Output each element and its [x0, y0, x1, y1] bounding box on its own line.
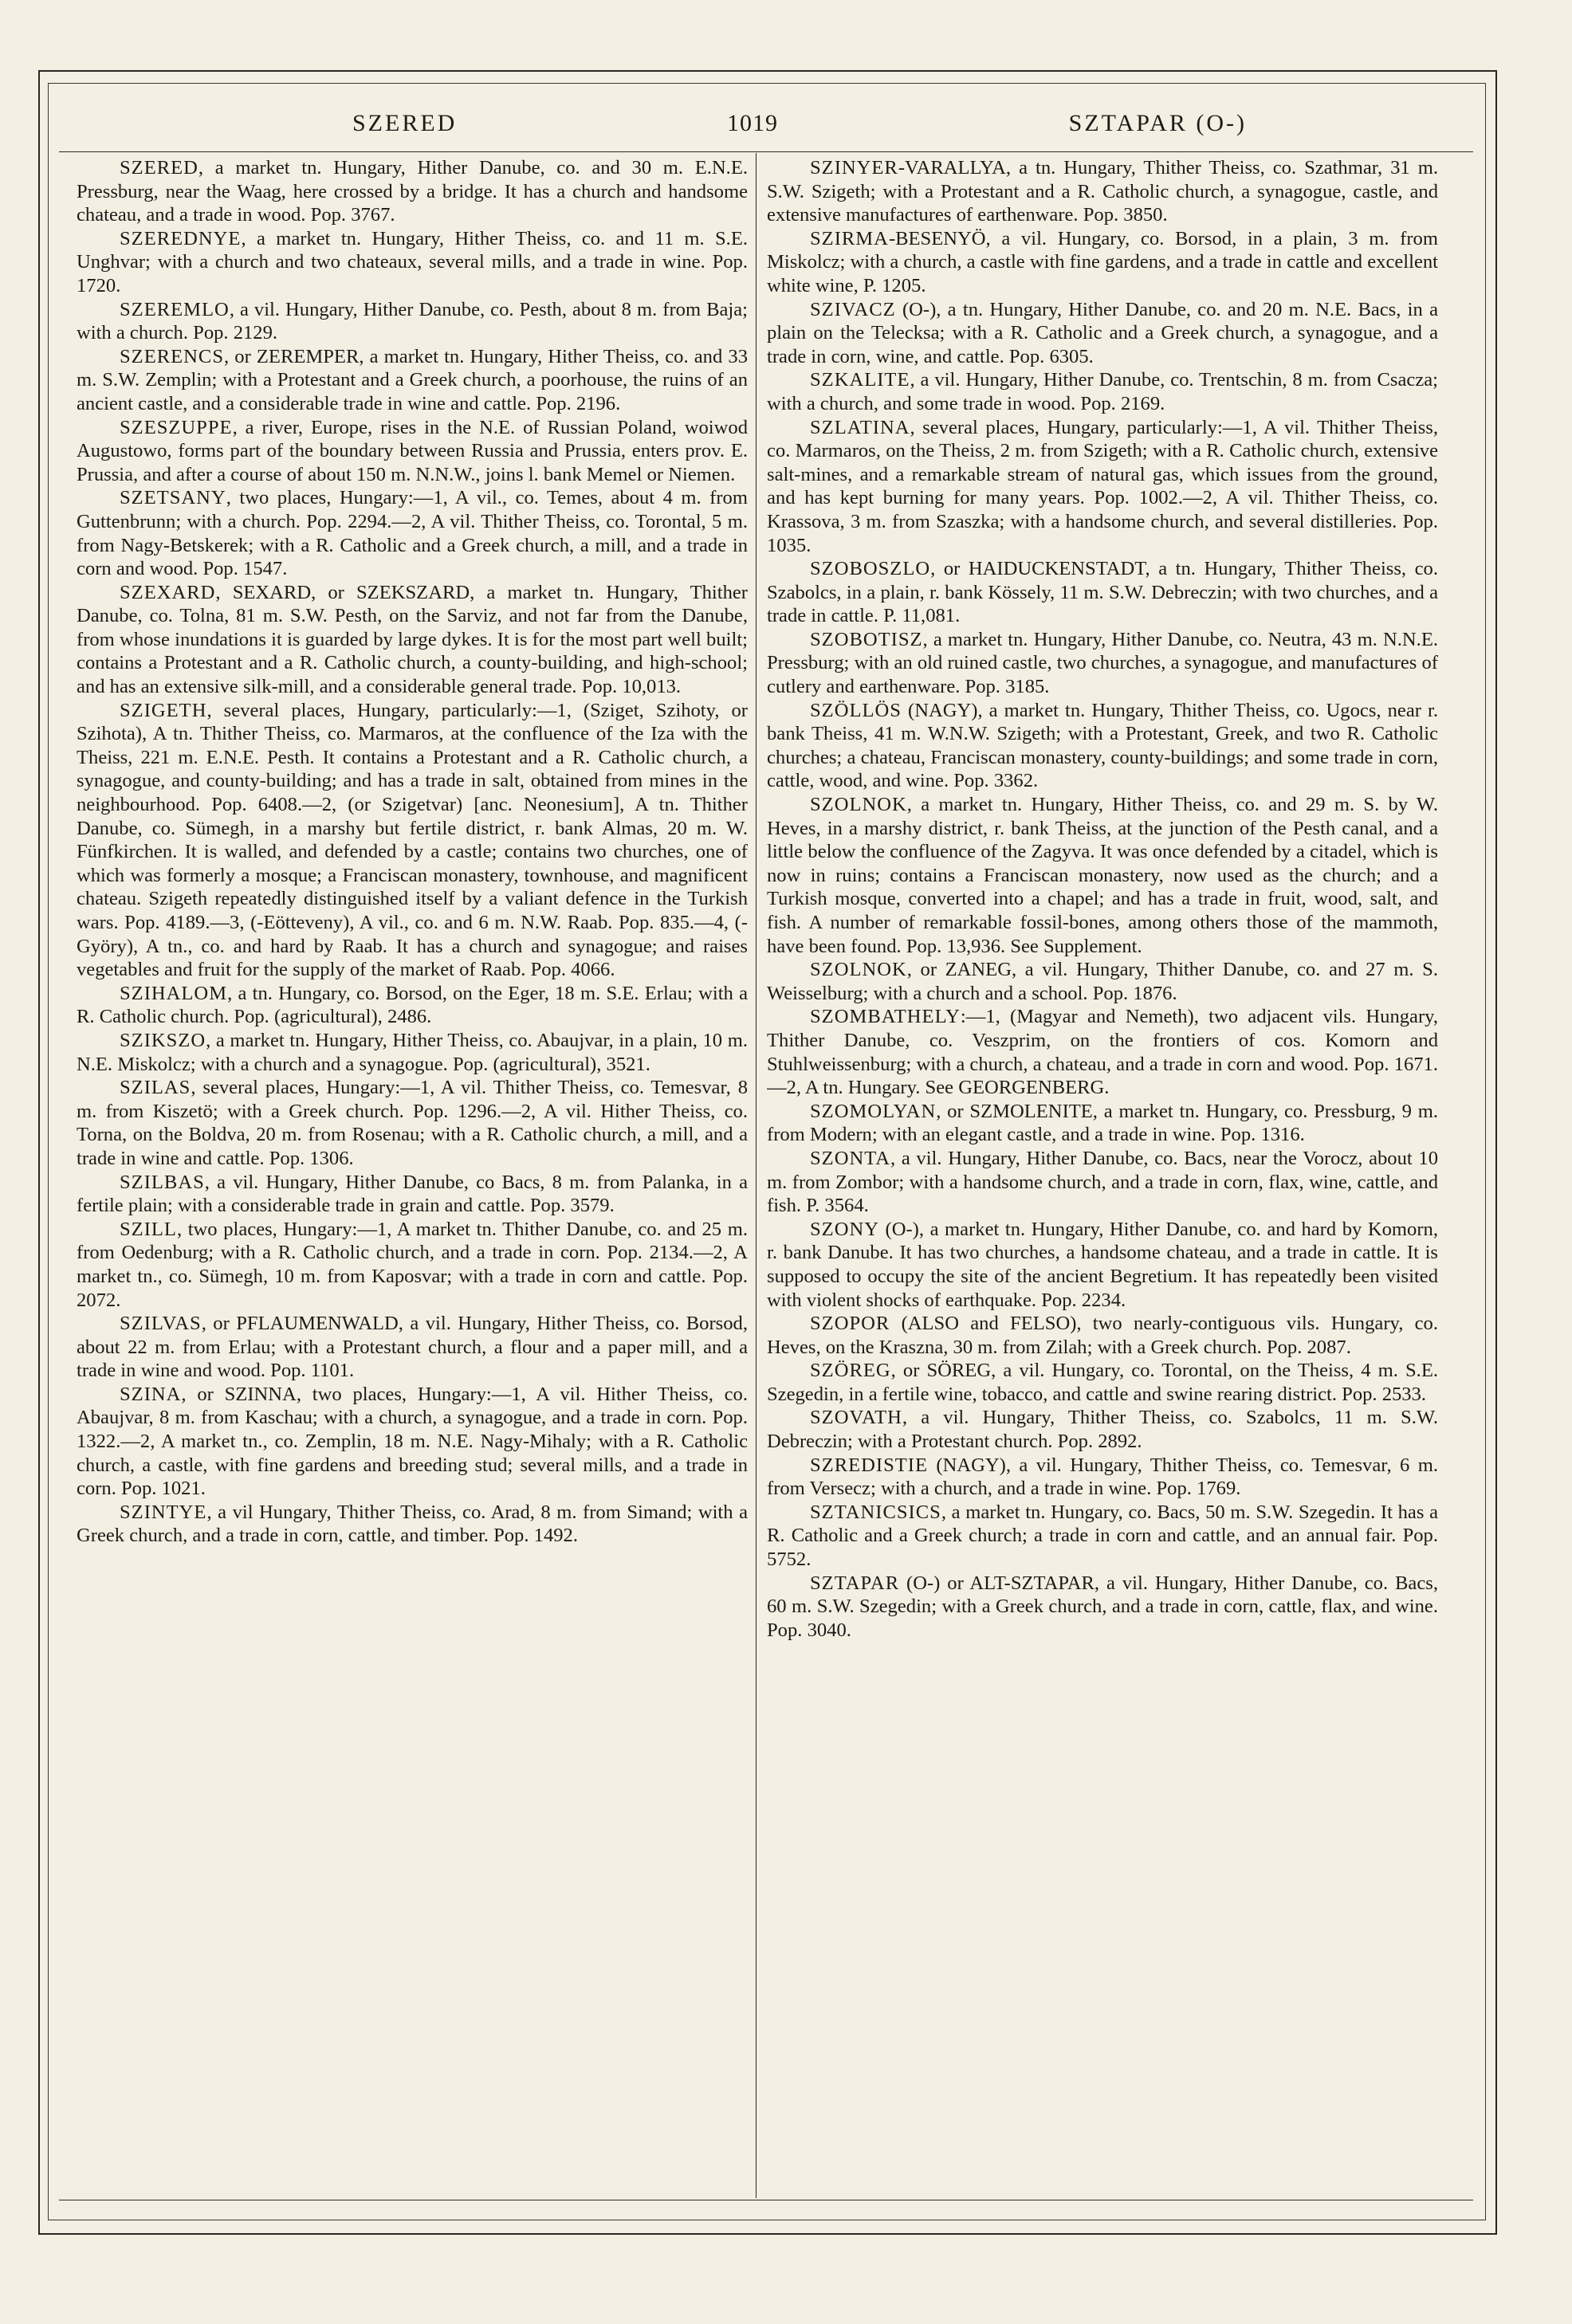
entry-text: (NAGY), a vil. Hungary, Thither Theiss, co. Temesvar, 6 m. from Versecz; with a church, and a trade in wine. Pop. 1769.	[767, 1454, 1438, 1500]
entry-headword: SZOLNOK	[810, 794, 907, 816]
entry-text: , or PFLAUMENWALD, a vil. Hungary, Hither Theiss, co. Borsod, about 22 m. from Erlau; with a Protestant church, a flour and a paper mill, and a trade in wine and wood. Pop. 1101.	[77, 1313, 748, 1382]
entry-text: , SEXARD, or SZEKSZARD, a market tn. Hungary, Thither Danube, co. Tolna, 81 m. S.W. Pesth, on the Sarviz, and not far from the Danube, from whose inundations it is guarded by large dykes. It is for the most part well built; contains a Protestant and a R. Catholic church, a county-building, and high-school; and has an extensive silk-mill, and a considerable general trade. Pop. 10,013.	[77, 581, 748, 698]
gazetteer-entry	[767, 1218, 1438, 1312]
entry-headword: SZOMBATHELY	[810, 1006, 961, 1028]
gazetteer-entry	[77, 156, 748, 227]
entry-headword: SZTAPAR	[810, 1572, 900, 1594]
entry-text: , a vil Hungary, Thither Theiss, co. Arad, 8 m. from Simand; with a Greek church, and a trade in corn, cattle, and timber. Pop. 1492.	[77, 1501, 748, 1547]
entry-text: , a market tn. Hungary, co. Bacs, 50 m. S.W. Szegedin. It has a R. Catholic and a Greek church; a trade in corn and cattle, and an annual fair. Pop. 5752.	[767, 1501, 1438, 1571]
gazetteer-entry	[767, 958, 1438, 1005]
entry-text: :—1, (Magyar and Nemeth), two adjacent vils. Hungary, Thither Danube, co. Veszprim, on the frontiers of cos. Komorn and Stuhlweissenburg; with a church, a chateau, and a trade in corn and wood. Pop. 1671.—2, A tn. Hungary. See GEORGENBERG.	[767, 1006, 1438, 1099]
column-divider	[756, 153, 757, 2198]
entry-text: (ALSO and FELSO), two nearly-contiguous vils. Hungary, co. Heves, on the Kraszna, 30 m. from Zilah; with a Greek church. Pop. 2087.	[767, 1313, 1438, 1358]
entry-headword: SZEREDNYE	[120, 227, 242, 249]
gazetteer-entry	[767, 227, 1438, 298]
entry-headword: SZONY	[810, 1218, 879, 1240]
entry-headword: SZIRMA	[810, 227, 889, 249]
gazetteer-entry	[767, 557, 1438, 628]
entry-text: (O-), a market tn. Hungary, Hither Danube, co. and hard by Komorn, r. bank Danube. It has two churches, a handsome chateau, and a trade in cattle. It is supposed to occupy the site of the ancient Begretium. It has repeatedly been visited with violent shocks of earthquake. Pop. 2234.	[767, 1218, 1438, 1311]
gazetteer-entry	[767, 416, 1438, 558]
entry-text: , or ZEREMPER, a market tn. Hungary, Hither Theiss, co. and 33 m. S.W. Zemplin; with a Protestant and a Greek church, a poorhouse, the ruins of an ancient castle, and a considerable trade in wine and cattle. Pop. 2196.	[77, 345, 748, 414]
entry-headword: SZONTA	[810, 1147, 891, 1169]
gazetteer-entry	[767, 298, 1438, 369]
gazetteer-entry	[77, 1218, 748, 1312]
entry-headword: SZILAS	[120, 1077, 191, 1099]
entry-headword: SZIGETH	[120, 699, 207, 721]
entry-headword: SZEREMLO	[120, 298, 230, 320]
entry-headword: SZLATINA	[810, 416, 910, 438]
entry-headword: SZINA	[120, 1383, 182, 1405]
entry-headword: SZEXARD	[120, 581, 216, 603]
entry-headword: SZESZUPPE	[120, 416, 233, 438]
gazetteer-entry	[767, 699, 1438, 793]
gazetteer-entry	[77, 699, 748, 982]
entry-headword: SZERED	[120, 157, 198, 179]
gazetteer-entry	[77, 1076, 748, 1170]
entry-text: -VARALLYA, a tn. Hungary, Thither Theiss, co. Szathmar, 31 m. S.W. Szigeth; with a Protestant and a R. Catholic church, a synagogue, castle, and extensive manufactures of earthenware. Pop. 3850.	[767, 157, 1438, 226]
gazetteer-entry	[77, 416, 748, 487]
entry-headword: SZÖREG	[810, 1360, 891, 1382]
entry-text: , or ZANEG, a vil. Hungary, Thither Danube, co. and 27 m. S. Weisselburg; with a church and a school. Pop. 1876.	[767, 959, 1438, 1004]
entry-text: (O-) or ALT-SZTAPAR, a vil. Hungary, Hither Danube, co. Bacs, 60 m. S.W. Szegedin; with a Greek church, and a trade in corn, cattle, flax, and wine. Pop. 3040.	[767, 1572, 1438, 1641]
gazetteer-entry	[767, 1501, 1438, 1572]
entry-text: , or SZINNA, two places, Hungary:—1, A vil. Hither Theiss, co. Abaujvar, 8 m. from Kaschau; with a church, a synagogue, and a trade in corn. Pop. 1322.—2, A market tn., co. Zemplin, 18 m. N.E. Nagy-Mihaly; with a R. Catholic church, a castle, with fine gardens and breeding stud; several mills, and a trade in corn. Pop. 1021.	[77, 1383, 748, 1500]
gazetteer-entry	[767, 368, 1438, 415]
entry-headword: SZILBAS	[120, 1171, 205, 1193]
entry-text: , a vil. Hungary, Hither Danube, co. Bacs, near the Vorocz, about 10 m. from Zombor; with a handsome church, and a trade in corn, flax, wine, cattle, and fish. P. 3564.	[767, 1147, 1438, 1217]
gazetteer-entry	[767, 628, 1438, 699]
entry-headword: SZOVATH	[810, 1407, 902, 1429]
gazetteer-entry	[77, 227, 748, 298]
entry-headword: SZREDISTIE	[810, 1454, 928, 1476]
entry-headword: SZILVAS	[120, 1313, 202, 1335]
left-column	[77, 156, 748, 2196]
entry-text: , two places, Hungary:—1, A vil., co. Temes, about 4 m. from Guttenbrunn; with a church. Pop. 2294.—2, A vil. Thither Theiss, co. Torontal, 5 m. from Nagy-Betskerek; with a R. Catholic and a Greek church, a mill, and a trade in corn and wood. Pop. 1547.	[77, 487, 748, 580]
entry-headword: SZILL	[120, 1218, 177, 1240]
entry-headword: SZERENCS	[120, 345, 224, 367]
entry-headword: SZOBOTISZ	[810, 628, 923, 650]
gazetteer-entry	[77, 1029, 748, 1076]
gazetteer-entry	[767, 1454, 1438, 1501]
entry-text: , a market tn. Hungary, Hither Theiss, co. and 11 m. S.E. Unghvar; with a church and two chateaux, several mills, and a trade in wine. Pop. 1720.	[77, 227, 748, 296]
entry-text: , or SZMOLENITE, a market tn. Hungary, co. Pressburg, 9 m. from Modern; with an elegant castle, and a trade in wine. Pop. 1316.	[767, 1100, 1438, 1146]
gazetteer-entry	[77, 298, 748, 345]
entry-text: , two places, Hungary:—1, A market tn. Thither Danube, co. and 25 m. from Oedenburg; with a R. Catholic church, and a trade in corn. Pop. 2134.—2, A market tn., co. Sümegh, 10 m. from Kaposvar; with a trade in corn and cattle. Pop. 2072.	[77, 1218, 748, 1311]
gazetteer-entry	[77, 1383, 748, 1501]
entry-text: , or HAIDUCKENSTADT, a tn. Hungary, Thither Theiss, co. Szabolcs, in a plain, r. bank Kössely, 11 m. S.W. Debreczin; with two churches, and a trade in cattle. P. 11,081.	[767, 558, 1438, 627]
page-number: 1019	[727, 110, 778, 136]
gazetteer-entry	[767, 1572, 1438, 1643]
entry-headword: SZIVACZ	[810, 298, 896, 320]
gazetteer-entry	[77, 1312, 748, 1383]
entry-headword: SZTANICSICS	[810, 1501, 941, 1523]
entry-text: , a market tn. Hungary, Hither Theiss, co. and 29 m. S. by W. Heves, in a marshy district, r. bank Theiss, at the junction of the Pesth canal, and a little below the confluence of the Zagyva. It was once defended by a citadel, which is now in ruins; contains a Franciscan monastery, now used as the church; and a Turkish mosque, converted into a chapel; and has a trade in fruit, wood, salt, and fish. A number of remarkable fossil-bones, among others those of the mammoth, have been found. Pop. 13,936. See Supplement.	[767, 794, 1438, 957]
header-right-guide-word: SZTAPAR (O-)	[1068, 110, 1247, 136]
entry-text: , a tn. Hungary, co. Borsod, on the Eger, 18 m. S.E. Erlau; with a R. Catholic church. Pop. (agricultural), 2486.	[77, 982, 748, 1028]
entry-headword: SZIHALOM	[120, 982, 228, 1004]
entry-headword: SZÖLLÖS	[810, 699, 902, 721]
entry-text: , several places, Hungary, particularly:—1, (Sziget, Szihoty, or Szihota), A tn. Thither Theiss, co. Marmaros, at the confluence of the Iza with the Theiss, 221 m. E.N.E. Pesth. It contains a Protestant and a R. Catholic church, a synagogue, and county-building; and has a trade in salt, obtained from mines in the neighbourhood. Pop. 6408.—2, (or Szigetvar) [anc. Neonesium], A tn. Thither Danube, co. Sümegh, in a marshy but fertile district, r. bank Almas, 20 m. W. Fünfkirchen. It is walled, and defended by a castle; contains two churches, one of which was formerly a mosque; a Franciscan monastery, townhouse, and magnificent chateau. Szigeth repeatedly distinguished itself by a valiant defence in the Turkish wars. Pop. 4189.—3, (-Eötteveny), A vil., co. and 6 m. N.W. Raab. Pop. 835.—4, (-Györy), A tn., co. and hard by Raab. It has a church and synagogue; and raises vegetables and fruit for the supply of the market of Raab. Pop. 4066.	[77, 699, 748, 981]
entry-headword: SZETSANY	[120, 487, 226, 509]
header-rule	[59, 151, 1473, 152]
gazetteer-entry	[77, 581, 748, 699]
entry-text: , several places, Hungary, particularly:—1, A vil. Thither Theiss, co. Marmaros, on the Theiss, 2 m. from Szigeth; with a R. Catholic church, extensive salt-mines, and a remarkable stream of natural gas, which issues from the ground, and has kept burning for many years. Pop. 1002.—2, A vil. Thither Theiss, co. Krassova, 3 m. from Szaszka; with a handsome church, and several distilleries. Pop. 1035.	[767, 416, 1438, 556]
entry-text: , a vil. Hungary, Thither Theiss, co. Szabolcs, 11 m. S.W. Debreczin; with a Protestant church. Pop. 2892.	[767, 1407, 1438, 1453]
entry-headword: SZOPOR	[810, 1313, 890, 1335]
gazetteer-entry	[767, 1100, 1438, 1147]
right-column	[767, 156, 1438, 2196]
gazetteer-entry	[77, 486, 748, 580]
entry-text: (NAGY), a market tn. Hungary, Thither Theiss, co. Ugocs, near r. bank Theiss, 41 m. W.N.W. Szigeth; with a Protestant, Greek, and two R. Catholic churches; a chateau, Franciscan monastery, county-buildings; and some trade in corn, cattle, wood, and wine. Pop. 3362.	[767, 699, 1438, 792]
gazetteer-entry	[77, 1501, 748, 1548]
entry-headword: SZKALITE	[810, 369, 910, 391]
gazetteer-entry	[77, 345, 748, 416]
entry-text: (O-), a tn. Hungary, Hither Danube, co. and 20 m. N.E. Bacs, in a plain on the Telecksa; with a R. Catholic and a Greek church, a synagogue, and a trade in corn, wine, and cattle. Pop. 6305.	[767, 298, 1438, 367]
entry-text: , a market tn. Hungary, Hither Danube, co. Neutra, 43 m. N.N.E. Pressburg; with an old ruined castle, two churches, a synagogue, and manufactures of cutlery and earthenware. Pop. 3185.	[767, 628, 1438, 698]
entry-headword: SZOMOLYAN	[810, 1100, 937, 1122]
gazetteer-entry	[77, 982, 748, 1029]
header-left-guide-word: SZERED	[352, 110, 458, 136]
running-header	[59, 110, 1473, 151]
gazetteer-entry	[767, 156, 1438, 227]
entry-headword: SZINTYE	[120, 1501, 207, 1523]
gazetteer-entry	[767, 1406, 1438, 1453]
entry-headword: SZIKSZO	[120, 1029, 206, 1051]
entry-text: , a vil. Hungary, Hither Danube, co. Pesth, about 8 m. from Baja; with a church. Pop. 2129.	[77, 298, 748, 344]
entry-headword: SZINYER	[810, 157, 898, 179]
gazetteer-entry	[767, 793, 1438, 958]
entry-text: , a vil. Hungary, Hither Danube, co. Trentschin, 8 m. from Csacza; with a church, and some trade in wood. Pop. 2169.	[767, 369, 1438, 414]
entry-text: , a market tn. Hungary, Hither Danube, co. and 30 m. E.N.E. Pressburg, near the Waag, here crossed by a bridge. It has a church and handsome chateau, and a trade in wood. Pop. 3767.	[77, 157, 748, 226]
entry-text: , or SÖREG, a vil. Hungary, co. Torontal, on the Theiss, 4 m. S.E. Szegedin, in a fertile wine, tobacco, and cattle and swine rearing district. Pop. 2533.	[767, 1360, 1438, 1405]
gazetteer-entry	[767, 1312, 1438, 1359]
gazetteer-entry	[767, 1359, 1438, 1406]
entry-text: , a river, Europe, rises in the N.E. of Russian Poland, woiwod Augustowo, forms part of the boundary between Russia and Prussia, enters prov. E. Prussia, and after a course of about 150 m. N.N.W., joins l. bank Memel or Niemen.	[77, 416, 748, 485]
entry-headword: SZOBOSZLO	[810, 558, 931, 580]
entry-text: , a market tn. Hungary, Hither Theiss, co. Abaujvar, in a plain, 10 m. N.E. Miskolcz; with a church and a synagogue. Pop. (agricultural), 3521.	[77, 1029, 748, 1075]
entry-headword: SZOLNOK	[810, 959, 907, 981]
gazetteer-entry	[767, 1147, 1438, 1218]
entry-text: -BESENYÖ, a vil. Hungary, co. Borsod, in a plain, 3 m. from Miskolcz; with a church, a castle with fine gardens, and a trade in cattle and excellent white wine, P. 1205.	[767, 227, 1438, 296]
gazetteer-entry	[767, 1005, 1438, 1099]
entry-text: , several places, Hungary:—1, A vil. Thither Theiss, co. Temesvar, 8 m. from Kiszetö; with a Greek church. Pop. 1296.—2, A vil. Hither Theiss, co. Torna, on the Boldva, 20 m. from Rosenau; with a R. Catholic church, a mill, and a trade in wine and cattle. Pop. 1306.	[77, 1077, 748, 1169]
entry-text: , a vil. Hungary, Hither Danube, co Bacs, 8 m. from Palanka, in a fertile plain; with a considerable trade in grain and cattle. Pop. 3579.	[77, 1171, 748, 1217]
gazetteer-entry	[77, 1171, 748, 1218]
